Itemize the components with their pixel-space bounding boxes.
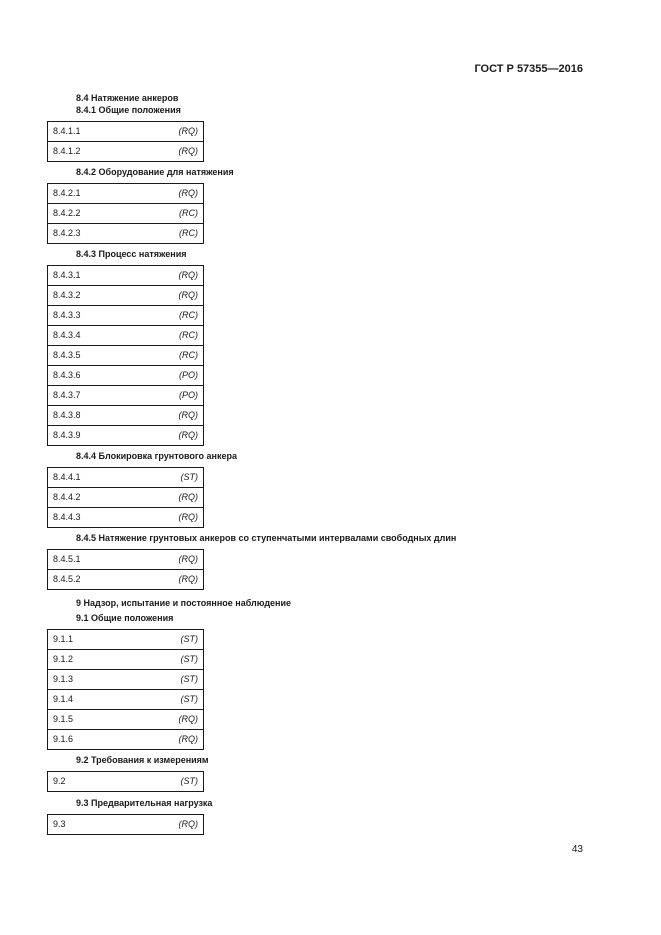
clause-number: 8.4.3.7 (53, 390, 81, 400)
clause-number: 8.4.1.2 (53, 146, 81, 156)
table-row (48, 346, 203, 366)
section-heading-8-4: 8.4 Натяжение анкеров (76, 93, 179, 103)
table-row (48, 650, 203, 670)
clause-number: 9.2 (53, 776, 66, 786)
clause-class: (ST) (180, 654, 198, 664)
table-row (48, 184, 203, 204)
table-row (48, 550, 203, 570)
table-row (48, 710, 203, 730)
clause-number: 8.4.3.8 (53, 410, 81, 420)
clause-number: 8.4.4.1 (53, 472, 81, 482)
clause-number: 8.4.3.6 (53, 370, 81, 380)
clause-class: (PO) (179, 390, 198, 400)
section-heading-8-4-2: 8.4.2 Оборудование для натяжения (76, 167, 234, 177)
clause-class: (RQ) (178, 290, 198, 300)
section-heading-9-2: 9.2 Требования к измерениям (76, 755, 209, 765)
clause-class: (RQ) (178, 574, 198, 584)
clause-class: (RQ) (178, 734, 198, 744)
clause-class: (RQ) (178, 714, 198, 724)
clause-number: 9.1.3 (53, 674, 74, 684)
clause-number: 8.4.3.4 (53, 330, 81, 340)
clause-number: 8.4.2.2 (53, 208, 81, 218)
clause-number: 8.4.1.1 (53, 126, 81, 136)
clause-number: 9.1.5 (53, 714, 74, 724)
section-heading-8-4-3: 8.4.3 Процесс натяжения (76, 249, 187, 259)
clause-number: 8.4.5.2 (53, 574, 81, 584)
clause-number: 8.4.3.2 (53, 290, 81, 300)
table-row (48, 508, 203, 528)
clause-number: 8.4.3.5 (53, 350, 81, 360)
page-number: 43 (571, 844, 583, 855)
clause-class: (RC) (179, 208, 198, 218)
clause-class: (RC) (179, 350, 198, 360)
table-row (48, 815, 203, 835)
requirements-table-9-3 (47, 814, 204, 835)
clause-number: 8.4.2.3 (53, 228, 81, 238)
table-row (48, 386, 203, 406)
table-row (48, 286, 203, 306)
clause-number: 8.4.4.3 (53, 512, 81, 522)
clause-class: (RQ) (178, 430, 198, 440)
table-row (48, 630, 203, 650)
table-row (48, 690, 203, 710)
clause-class: (PO) (179, 370, 198, 380)
clause-number: 8.4.2.1 (53, 188, 81, 198)
clause-class: (RC) (179, 330, 198, 340)
table-row (48, 406, 203, 426)
requirements-table-8-4-1 (47, 121, 204, 162)
table-row (48, 570, 203, 590)
section-heading-9-1: 9.1 Общие положения (76, 613, 174, 623)
clause-number: 9.1.4 (53, 694, 74, 704)
clause-class: (RQ) (178, 819, 198, 829)
table-row (48, 306, 203, 326)
requirements-table-9-2 (47, 771, 204, 792)
table-row (48, 670, 203, 690)
clause-class: (ST) (180, 472, 198, 482)
clause-number: 8.4.3.3 (53, 310, 81, 320)
clause-number: 9.1.2 (53, 654, 74, 664)
clause-number: 9.1.1 (53, 634, 74, 644)
table-row (48, 468, 203, 488)
clause-number: 8.4.3.9 (53, 430, 81, 440)
table-row (48, 366, 203, 386)
clause-class: (RQ) (178, 270, 198, 280)
clause-class: (RQ) (178, 512, 198, 522)
table-row (48, 488, 203, 508)
clause-class: (ST) (180, 776, 198, 786)
table-row (48, 204, 203, 224)
section-heading-9: 9 Надзор, испытание и постоянное наблюдение (76, 598, 292, 608)
document-standard-number: ГОСТ Р 57355—2016 (474, 63, 583, 75)
clause-class: (RQ) (178, 554, 198, 564)
table-row (48, 426, 203, 446)
table-row (48, 266, 203, 286)
section-heading-8-4-4: 8.4.4 Блокировка грунтового анкера (76, 451, 238, 461)
clause-class: (RQ) (178, 126, 198, 136)
clause-class: (ST) (180, 674, 198, 684)
clause-number: 8.4.3.1 (53, 270, 81, 280)
requirements-table-9-1 (47, 629, 204, 750)
requirements-table-8-4-3 (47, 265, 204, 446)
clause-number: 9.1.6 (53, 734, 74, 744)
table-row (48, 224, 203, 244)
table-row (48, 122, 203, 142)
clause-number: 9.3 (53, 819, 66, 829)
section-heading-8-4-1: 8.4.1 Общие положения (76, 105, 181, 115)
table-row (48, 772, 203, 792)
requirements-table-8-4-2 (47, 183, 204, 244)
section-heading-9-3: 9.3 Предварительная нагрузка (76, 798, 213, 808)
clause-class: (RC) (179, 310, 198, 320)
clause-number: 8.4.4.2 (53, 492, 81, 502)
table-row (48, 326, 203, 346)
table-row (48, 142, 203, 162)
requirements-table-8-4-5 (47, 549, 204, 590)
clause-class: (ST) (180, 634, 198, 644)
table-row (48, 730, 203, 750)
clause-class: (RQ) (178, 146, 198, 156)
section-heading-8-4-5: 8.4.5 Натяжение грунтовых анкеров со ступенчатыми интервалами свободных длин (76, 533, 457, 543)
clause-class: (RC) (179, 228, 198, 238)
requirements-table-8-4-4 (47, 467, 204, 528)
clause-class: (RQ) (178, 492, 198, 502)
clause-class: (RQ) (178, 410, 198, 420)
clause-number: 8.4.5.1 (53, 554, 81, 564)
clause-class: (RQ) (178, 188, 198, 198)
clause-class: (ST) (180, 694, 198, 704)
